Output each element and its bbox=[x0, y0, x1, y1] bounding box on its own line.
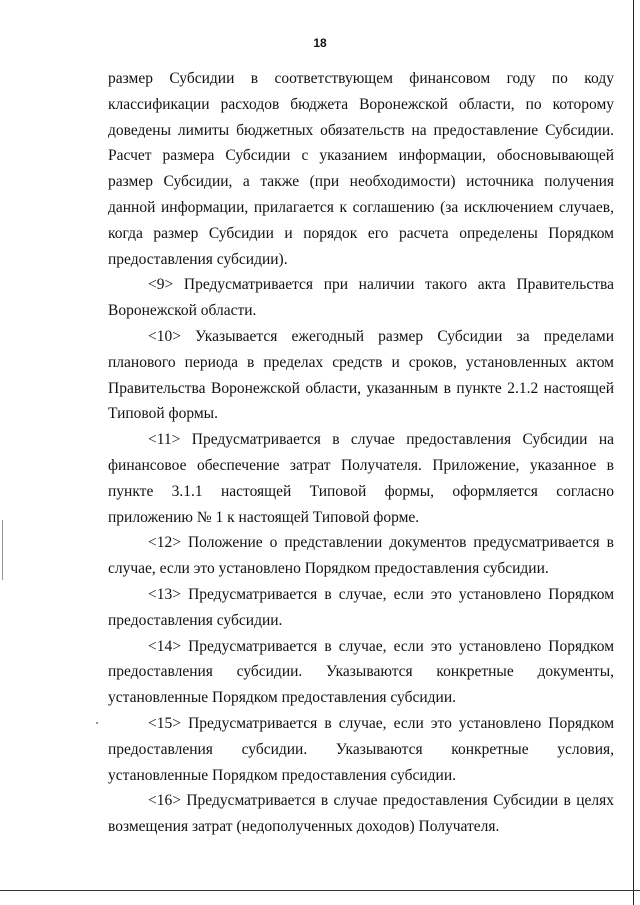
paragraph-subsidy-calculation: размер Субсидии в соответствующем финансовом году по коду классификации расходов бюджета Воронежской области, по которому доведены лимиты бюджетных обязательств на предоставление Субсидии. Расчет размера Субсидии с указанием информации, обосновывающей размер Субсидии, а также (при необходимости) источника получения данной информации, прилагается к соглашению (за исключением случаев, когда размер Субсидии и порядок его расчета определены Порядком предоставления субсидии). bbox=[108, 70, 614, 268]
footnote-10: <10> Указывается ежегодный размер Субсидии за пределами планового периода в пределах средств и сроков, установленных актом Правительства Воронежской области, указанным в пункте 2.1.2 настоящей Типовой формы. bbox=[108, 327, 614, 423]
footnote-16: <16> Предусматривается в случае предоставления Субсидии в целях возмещения затрат (недополученных доходов) Получателя. bbox=[108, 792, 614, 836]
page-number: 18 bbox=[313, 36, 327, 50]
scan-left-mark bbox=[2, 520, 3, 580]
scan-right-edge bbox=[633, 0, 634, 905]
footnote-14: <14> Предусматривается в случае, если это установлено Порядком предоставления субсидии. Указываются конкретные документы, установленные Порядком предоставления субсидии. bbox=[108, 637, 614, 707]
scan-bottom-edge bbox=[0, 890, 640, 891]
footnote-15: <15> Предусматривается в случае, если это установлено Порядком предоставления субсидии. Указываются конкретные условия, установленные Порядком предоставления субсидии. bbox=[108, 714, 614, 784]
document-body bbox=[108, 66, 614, 840]
footnote-13: <13> Предусматривается в случае, если это установлено Порядком предоставления субсидии. bbox=[108, 585, 614, 629]
footnote-9: <9> Предусматривается при наличии такого акта Правительства Воронежской области. bbox=[108, 276, 614, 320]
footnote-12: <12> Положение о представлении документов предусматривается в случае, если это установлено Порядком предоставления субсидии. bbox=[108, 534, 614, 578]
scan-dot-mark bbox=[96, 722, 98, 724]
footnote-11: <11> Предусматривается в случае предоставления Субсидии на финансовое обеспечение затрат Получателя. Приложение, указанное в пункте 3.1.1 настоящей Типовой формы, оформляется согласно приложению № 1 к настоящей Типовой форме. bbox=[108, 431, 614, 526]
